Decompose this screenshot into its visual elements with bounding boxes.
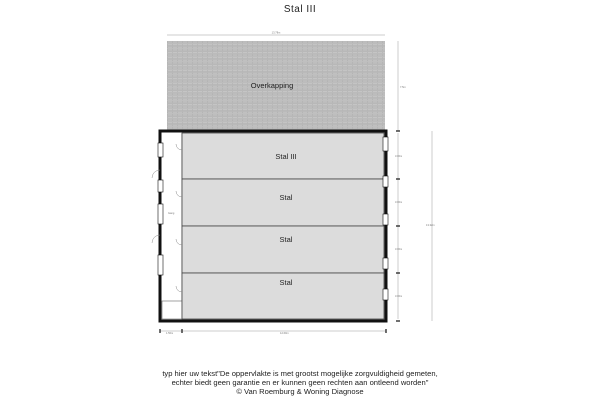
stall-room-4-dim: 3.00m (395, 295, 403, 298)
stall-room-4-label: Stal (279, 278, 293, 287)
copyright-line: © Van Roemburg & Woning Diagnose (236, 387, 364, 396)
roof-label: Overkapping (250, 81, 294, 90)
stall-room-3-label: Stal (279, 235, 293, 244)
disclaimer-line-1: typ hier uw tekst"De oppervlakte is met grootst mogelijke zorgvuldigheid gemeten, (162, 369, 438, 378)
disclaimer-line-2: echter biedt geen garantie en er kunnen geen rechten aan ontleend worden" (171, 378, 429, 387)
corridor-width-label: 1.50m (166, 332, 174, 335)
corridor-storage (162, 301, 182, 319)
stall-room-2-label: Stal (279, 193, 293, 202)
corridor-label: Gang (168, 212, 175, 215)
stall-room-2-dim: 3.00m (395, 201, 403, 204)
stall-room-2 (182, 179, 384, 226)
roof-width-label: 13.78m (271, 31, 281, 35)
stall-room-3-dim: 3.00m (395, 248, 403, 251)
roof-depth-label: 7.5m (400, 86, 406, 89)
plan-title: Stal III (283, 4, 317, 15)
stall-room-1-label: Stal III (275, 152, 297, 161)
stall-room-3 (182, 226, 384, 273)
corridor (162, 133, 182, 301)
total-depth-label: 13.32m (426, 224, 435, 227)
stall-width-label: 12.60m (280, 332, 289, 335)
stall-room-1-dim: 3.00m (395, 155, 403, 158)
